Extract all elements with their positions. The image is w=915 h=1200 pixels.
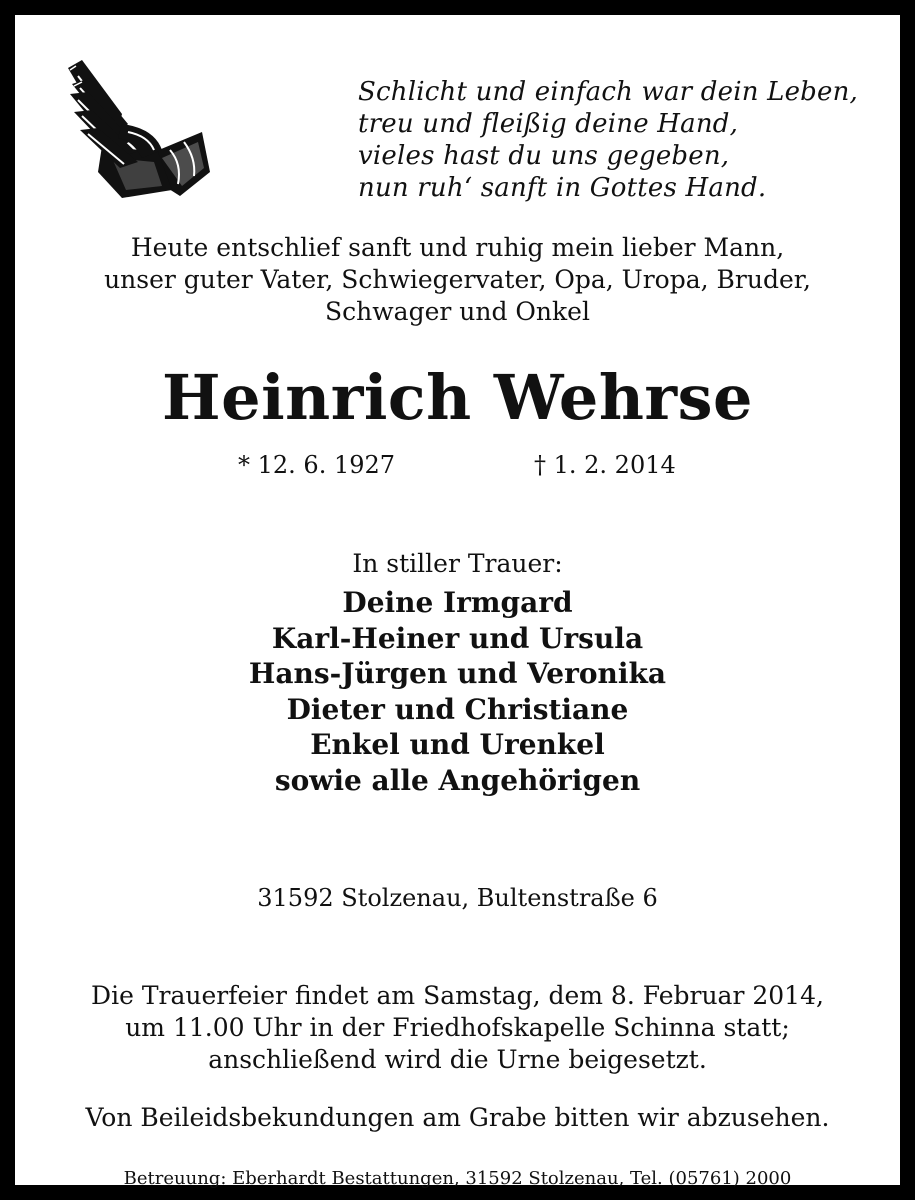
family-address: 31592 Stolzenau, Bultenstraße 6 [257,884,658,912]
announcement-intro [30,232,885,328]
condolence-note: Von Beileidsbekundungen am Grabe bitten wir abzusehen. [85,1103,830,1132]
mourners-list [30,585,885,798]
mourner-name: Dieter und Christiane [286,692,629,726]
ceremony-line: Die Trauerfeier findet am Samstag, dem 8. Februar 2014, [91,981,824,1010]
poem-line: Schlicht und einfach war dein Leben, [358,77,859,107]
mourner-name: sowie alle Angehörigen [274,763,641,797]
mourner-name: Deine Irmgard [342,586,573,619]
intro-line: Heute entschlief sanft und ruhig mein lieber Mann, [130,233,785,262]
praying-hands-icon [62,54,212,204]
poem-line: vieles hast du uns gegeben, [358,141,730,171]
mourning-label: In stiller Trauer: [352,549,563,578]
ceremony-info [30,980,885,1076]
funeral-home-footer: Betreuung: Eberhardt Bestattungen, 31592 Stolzenau, Tel. (05761) 2000 [123,1168,792,1189]
poem [358,76,878,204]
intro-line: Schwager und Onkel [325,297,590,326]
mourner-name: Karl-Heiner und Ursula [271,621,644,655]
poem-line: treu und fleißig deine Hand, [358,109,739,139]
deceased-name: Heinrich Wehrse [162,361,753,434]
birth-date: * 12. 6. 1927 [238,451,396,479]
intro-line: unser guter Vater, Schwiegervater, Opa, Uropa, Bruder, [104,265,811,294]
death-date: † 1. 2. 2014 [534,451,676,479]
ceremony-line: anschließend wird die Urne beigesetzt. [208,1045,707,1074]
mourner-name: Enkel und Urenkel [310,728,605,761]
poem-line: nun ruh‘ sanft in Gottes Hand. [358,173,767,203]
mourner-name: Hans-Jürgen und Veronika [248,657,667,690]
ceremony-line: um 11.00 Uhr in der Friedhofskapelle Schinna statt; [125,1013,790,1042]
